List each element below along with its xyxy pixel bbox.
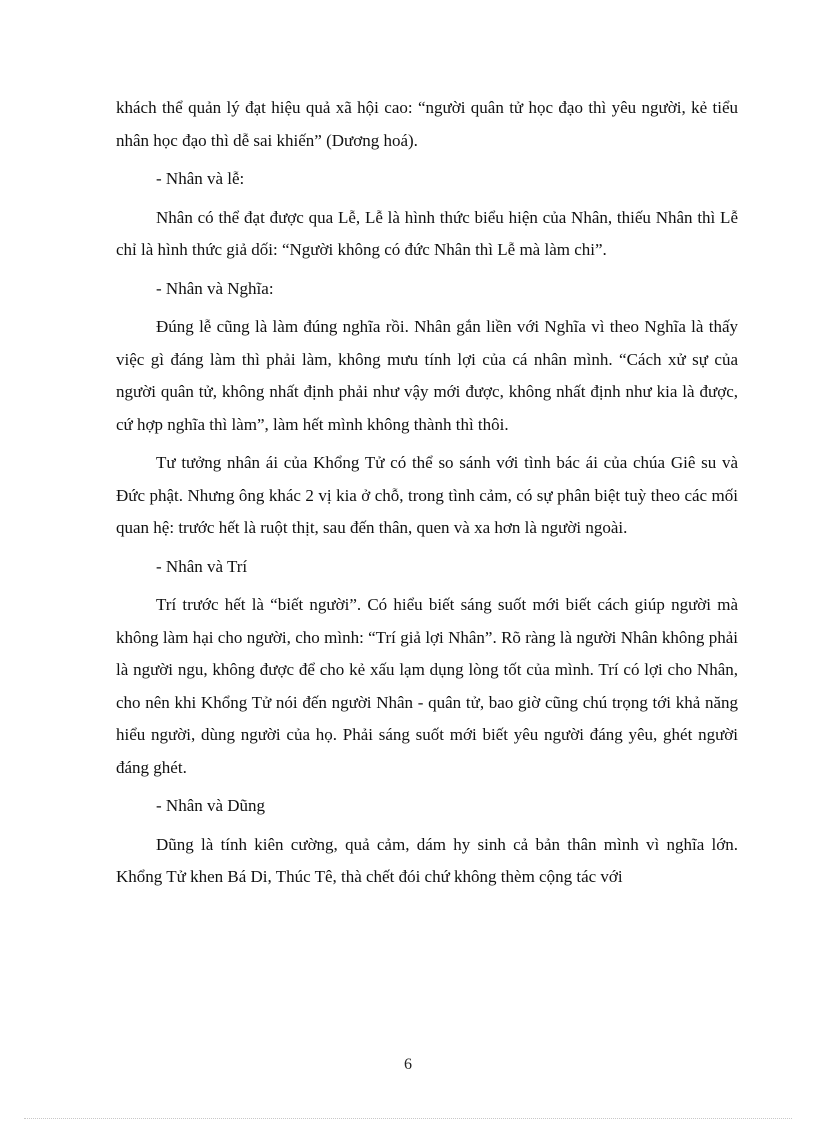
paragraph-nhan-dung: Dũng là tính kiên cường, quả cảm, dám hy sinh cả bản thân mình vì nghĩa lớn. Khổng Tử khen Bá Di, Thúc Tê, thà chết đói chứ không thèm cộng tác với	[116, 834, 738, 886]
paragraph-nhan-ai-comparison: Tư tưởng nhân ái của Khổng Tử có thể so sánh với tình bác ái của chúa Giê su và Đức phật. Nhưng ông khác 2 vị kia ở chỗ, trong tình cảm, có sự phân biệt tuỳ theo các mối quan hệ: trước hết là ruột thịt, sau đến thân, quen và xa hơn là người ngoài.	[116, 453, 738, 537]
paragraph-nhan-nghia: Đúng lễ cũng là làm đúng nghĩa rồi. Nhân gắn liền với Nghĩa vì theo Nghĩa là thấy việc gì đáng làm thì phải làm, không mưu tính lợi của cá nhân mình. “Cách xử sự của người quân tử, không nhất định phải như vậy mới được, không nhất định như kia là được, cứ hợp nghĩa thì làm”, làm hết mình không thành thì thôi.	[116, 317, 738, 434]
page-body	[116, 92, 738, 894]
section-heading-nhan-va-nghia: - Nhân và Nghĩa:	[156, 278, 274, 298]
page-bottom-divider	[24, 1118, 792, 1119]
paragraph-continuation: khách thể quản lý đạt hiệu quả xã hội cao: “người quân tử học đạo thì yêu người, kẻ tiểu nhân học đạo thì dễ sai khiến” (Dương hoá).	[116, 98, 738, 150]
page-number: 6	[404, 1056, 412, 1073]
section-heading-nhan-va-le: - Nhân và lễ:	[156, 169, 245, 188]
paragraph-nhan-le: Nhân có thể đạt được qua Lễ, Lễ là hình thức biểu hiện của Nhân, thiếu Nhân thì Lễ chỉ là hình thức giả dối: “Người không có đức Nhân thì Lễ mà làm chi”.	[116, 207, 738, 259]
section-heading-nhan-va-tri: - Nhân và Trí	[156, 556, 248, 576]
paragraph-nhan-tri: Trí trước hết là “biết người”. Có hiểu biết sáng suốt mới biết cách giúp người mà không làm hại cho người, cho mình: “Trí giả lợi Nhân”. Rõ ràng là người Nhân không phải là người ngu, không được để cho kẻ xấu lạm dụng lòng tốt của mình. Trí có lợi cho Nhân, cho nên khi Khổng Tử nói đến người Nhân - quân tử, bao giờ cũng chú trọng tới khả năng hiểu người, dùng người của họ. Phải sáng suốt mới biết yêu người đáng yêu, ghét người đáng ghét.	[116, 595, 738, 777]
section-heading-nhan-va-dung: - Nhân và Dũng	[156, 796, 266, 815]
